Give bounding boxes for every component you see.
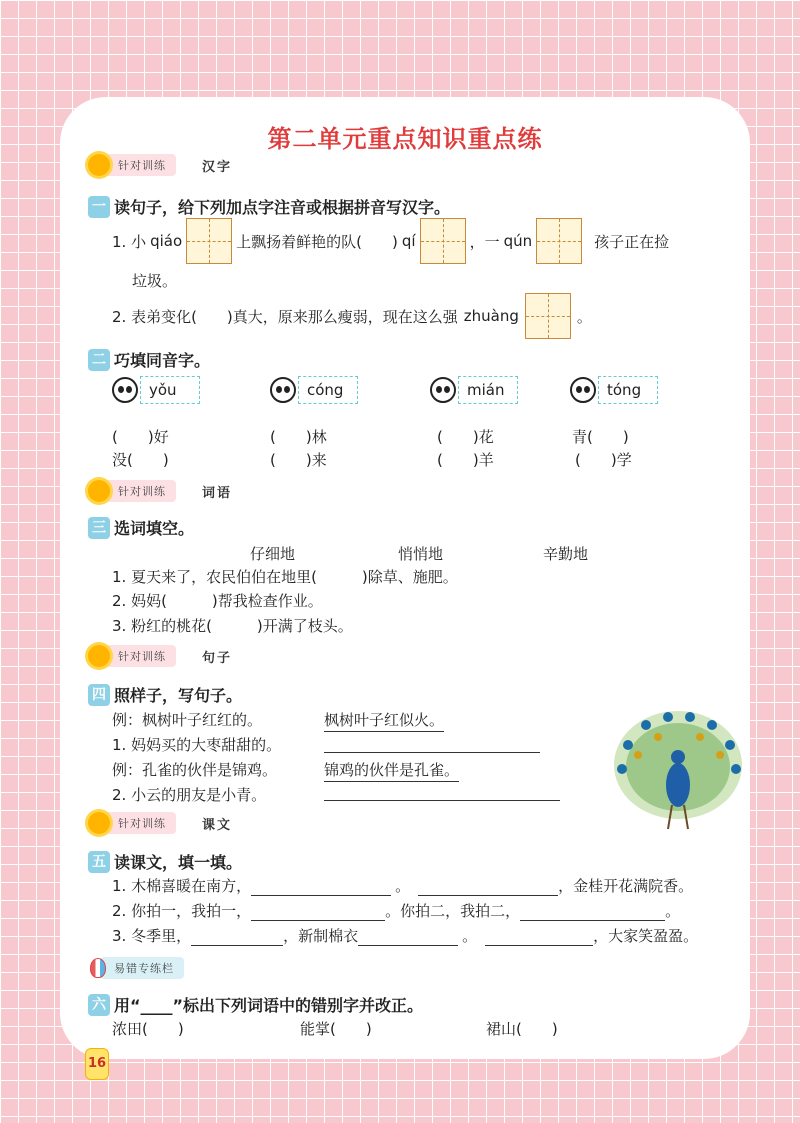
pinyin-card-4 bbox=[570, 376, 658, 404]
text: ，新制棉衣 bbox=[283, 927, 359, 945]
section-tag-label: 针对训练 bbox=[104, 154, 176, 176]
question-number: 三 bbox=[88, 517, 110, 539]
section-word: 句子 bbox=[202, 650, 233, 666]
question-text: 巧填同音字。 bbox=[114, 351, 211, 370]
question-text: 用“____”标出下列词语中的错别字并改正。 bbox=[114, 996, 424, 1015]
answer-line[interactable] bbox=[418, 877, 558, 896]
q5-sentence-3 bbox=[112, 925, 698, 946]
question-text: 读句子，给下列加点字注音或根据拼音写汉字。 bbox=[114, 198, 451, 217]
word-option: 辛勤地 bbox=[543, 545, 589, 563]
panda-icon bbox=[270, 377, 296, 403]
pinyin-label: mián bbox=[458, 376, 518, 404]
text: 3. 冬季里， bbox=[112, 927, 192, 945]
fill-item[interactable]: ( )好 bbox=[112, 428, 169, 446]
q4-sentence-2: 2. 小云的朋友是小青。 bbox=[112, 786, 267, 804]
text: ，金桂开花满院香。 bbox=[558, 877, 694, 895]
text: 。 bbox=[576, 307, 592, 326]
fill-item[interactable]: ( )羊 bbox=[437, 451, 494, 469]
pinyin: qún bbox=[503, 232, 533, 250]
q5-sentence-1 bbox=[112, 875, 693, 896]
section-tag-juzi bbox=[88, 645, 232, 667]
pinyin-label: cóng bbox=[298, 376, 358, 404]
section-tag-label: 针对训练 bbox=[104, 812, 176, 834]
text: 。 bbox=[462, 927, 478, 945]
text: 上飘扬着鲜艳的队( ) bbox=[236, 232, 398, 251]
question-number: 五 bbox=[88, 851, 110, 873]
page-title: 第二单元重点知识重点练 bbox=[267, 125, 543, 153]
text: ，大家笑盈盈。 bbox=[593, 927, 699, 945]
page-number: 16 bbox=[85, 1048, 109, 1080]
fill-item[interactable]: ( )花 bbox=[437, 428, 494, 446]
q3-sentence-1[interactable]: 1. 夏天来了，农民伯伯在地里( )除草、施肥。 bbox=[112, 568, 458, 586]
hot-air-balloon-icon bbox=[90, 958, 106, 978]
peacock-illustration bbox=[608, 705, 748, 845]
panda-icon bbox=[112, 377, 138, 403]
answer-line[interactable] bbox=[520, 902, 665, 921]
q3-sentence-3[interactable]: 3. 粉红的桃花( )开满了枝头。 bbox=[112, 617, 353, 635]
question-5-heading bbox=[88, 850, 242, 873]
pinyin-card-1 bbox=[112, 376, 200, 404]
error-item[interactable]: 能掌( ) bbox=[300, 1020, 372, 1038]
question-6-heading bbox=[88, 993, 423, 1016]
question-number: 六 bbox=[88, 994, 110, 1016]
question-number: 四 bbox=[88, 684, 110, 706]
fill-item[interactable]: 青( ) bbox=[572, 428, 629, 446]
pinyin-card-3 bbox=[430, 376, 518, 404]
answer-line[interactable] bbox=[358, 927, 458, 946]
word-option: 仔细地 bbox=[250, 545, 296, 563]
error-item[interactable]: 裙山( ) bbox=[486, 1020, 558, 1038]
fill-item[interactable]: 没( ) bbox=[112, 451, 169, 469]
fill-item[interactable]: ( )来 bbox=[270, 451, 327, 469]
pinyin-label: yǒu bbox=[140, 376, 200, 404]
text: 。你拍二，我拍二， bbox=[385, 902, 521, 920]
tianzige-box[interactable] bbox=[536, 218, 582, 264]
text: ，一 bbox=[469, 232, 500, 251]
example-2: 例：孔雀的伙伴是锦鸡。 bbox=[112, 761, 278, 779]
question-text: 照样子，写句子。 bbox=[114, 686, 243, 705]
question-3-heading bbox=[88, 516, 194, 539]
section-word: 汉字 bbox=[202, 159, 233, 175]
example-2-answer: 锦鸡的伙伴是孔雀。 bbox=[324, 759, 459, 782]
section-tag-ciyu bbox=[88, 480, 232, 502]
tianzige-box[interactable] bbox=[525, 293, 571, 339]
answer-line[interactable] bbox=[191, 927, 283, 946]
text: 1. 木棉喜暖在南方， bbox=[112, 877, 252, 895]
question-text: 选词填空。 bbox=[114, 519, 195, 538]
example-1-answer: 枫树叶子红似火。 bbox=[324, 709, 444, 732]
pinyin-label: tóng bbox=[598, 376, 658, 404]
sun-icon bbox=[88, 480, 110, 502]
section-tag-kewen bbox=[88, 812, 232, 834]
question-number: 二 bbox=[88, 349, 110, 371]
error-item[interactable]: 浓田( ) bbox=[112, 1020, 184, 1038]
answer-line[interactable] bbox=[251, 877, 391, 896]
text: 2. 你拍一，我拍一， bbox=[112, 902, 252, 920]
tianzige-box[interactable] bbox=[186, 218, 232, 264]
answer-line[interactable] bbox=[485, 927, 593, 946]
word-option: 悄悄地 bbox=[398, 545, 444, 563]
panda-icon bbox=[570, 377, 596, 403]
example-1: 例：枫树叶子红红的。 bbox=[112, 711, 263, 729]
pinyin: qí bbox=[401, 232, 416, 250]
tianzige-box[interactable] bbox=[420, 218, 466, 264]
q3-sentence-2[interactable]: 2. 妈妈( )帮我检查作业。 bbox=[112, 592, 323, 610]
q1-sentence-2 bbox=[112, 293, 592, 339]
sun-icon bbox=[88, 812, 110, 834]
text: 孩子正在捡 bbox=[594, 232, 670, 251]
q1-sentence-1 bbox=[112, 218, 669, 264]
pinyin: qiáo bbox=[150, 232, 183, 250]
section-tag-yicuo bbox=[90, 957, 184, 979]
text: 2. 表弟变化( )真大，原来那么瘦弱，现在这么强 bbox=[112, 307, 458, 326]
question-2-heading bbox=[88, 348, 210, 371]
answer-line[interactable] bbox=[324, 734, 540, 753]
text: 。 bbox=[395, 877, 411, 895]
section-tag-label: 易错专练栏 bbox=[100, 957, 184, 979]
fill-item[interactable]: ( )学 bbox=[575, 451, 632, 469]
section-tag-label: 针对训练 bbox=[104, 480, 176, 502]
pinyin-card-2 bbox=[270, 376, 358, 404]
section-tag-hanzi bbox=[88, 154, 232, 176]
text: 。 bbox=[665, 902, 681, 920]
text: 1. 小 bbox=[112, 232, 147, 251]
question-1-heading bbox=[88, 195, 450, 218]
answer-line[interactable] bbox=[251, 902, 385, 921]
question-4-heading bbox=[88, 683, 242, 706]
question-text: 读课文，填一填。 bbox=[114, 853, 243, 872]
pinyin: zhuàng bbox=[463, 307, 519, 325]
q4-sentence-1: 1. 妈妈买的大枣甜甜的。 bbox=[112, 736, 282, 754]
sun-icon bbox=[88, 645, 110, 667]
fill-item[interactable]: ( )林 bbox=[270, 428, 327, 446]
section-tag-label: 针对训练 bbox=[104, 645, 176, 667]
q1-sentence-1-cont: 垃圾。 bbox=[132, 272, 178, 290]
question-number: 一 bbox=[88, 196, 110, 218]
panda-icon bbox=[430, 377, 456, 403]
q5-sentence-2 bbox=[112, 900, 680, 921]
answer-line[interactable] bbox=[324, 784, 560, 801]
section-word: 课文 bbox=[202, 817, 233, 833]
section-word: 词语 bbox=[202, 485, 233, 501]
sun-icon bbox=[88, 154, 110, 176]
